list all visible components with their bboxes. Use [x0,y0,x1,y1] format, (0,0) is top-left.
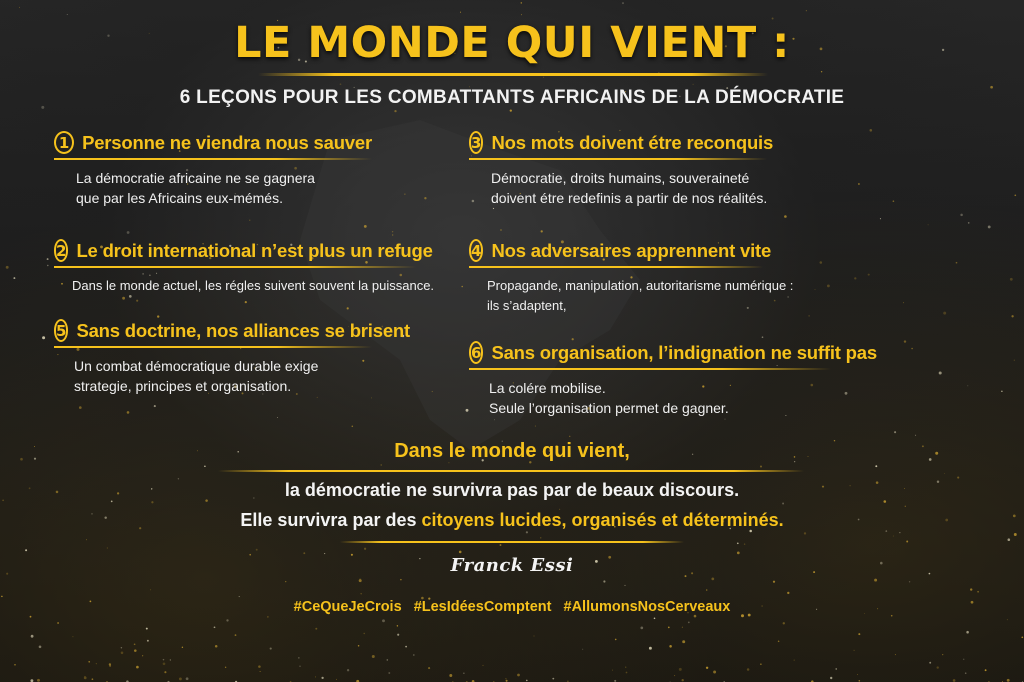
dust-speck [784,215,787,218]
dust-speck [381,464,382,465]
lesson-underline [469,266,763,268]
dust-speck [794,660,795,661]
dust-speck [904,340,906,342]
dust-speck [706,667,708,669]
dust-speck [1007,679,1010,682]
dust-speck [942,654,943,655]
dust-speck [870,129,873,132]
dust-speck [14,664,16,666]
dust-speck [625,585,626,586]
dust-speck [122,297,125,300]
dust-speck [615,639,617,641]
dust-speck [179,677,182,680]
dust-speck [711,578,714,581]
dust-speck [1001,391,1002,392]
dust-speck [466,409,469,412]
dust-speck [937,666,939,668]
dust-speck [744,543,745,544]
number-badge: 5 [54,319,68,342]
dust-speck [857,674,858,675]
page-subtitle: 6 LEÇONS POUR LES COMBATTANTS AFRICAINS DE LA DÉMOCRATIE [179,87,845,108]
dust-speck [970,588,972,590]
dust-speck [494,419,495,420]
dust-speck [449,674,452,677]
dust-speck [270,648,272,650]
dust-speck [400,579,402,581]
dust-speck [960,214,963,217]
dust-speck [500,544,502,546]
dust-speck [874,579,877,582]
dust-speck [845,392,848,395]
dust-speck [858,633,860,635]
dust-speck [815,289,816,290]
lesson-title: Personne ne viendra nous sauver [82,131,372,153]
dust-speck [121,647,122,648]
dust-speck [858,183,860,185]
signature: Franck Essi [450,555,574,576]
dust-speck [909,581,910,582]
lesson-5 [54,319,410,396]
dust-speck [953,679,956,682]
dust-speck [371,397,372,398]
dust-speck [603,580,605,582]
dust-speck [725,419,726,420]
dust-speck [762,336,764,338]
dust-speck [424,197,426,199]
dust-speck [151,501,153,503]
dust-speck [225,667,226,668]
lesson-1 [54,131,372,208]
dust-speck [1014,194,1016,196]
dust-speck [388,672,390,674]
dust-speck [214,626,216,628]
dust-speck [693,84,694,85]
dust-speck [347,307,349,309]
conclusion-line-1: la démocratie ne survivra pas par de beaux discours. [284,480,740,500]
dust-speck [39,645,42,648]
lesson-title: Nos mots doivent étre reconquis [491,131,774,153]
dust-speck [25,549,27,551]
dust-speck [760,664,761,665]
dust-speck [432,391,433,392]
lesson-2 [54,239,435,296]
dust-speck [928,224,929,225]
dust-speck [956,262,958,264]
dust-speck [654,618,656,620]
dust-speck [854,277,856,279]
dust-speck [783,622,785,624]
number-badge: 3 [469,131,483,154]
dust-speck [526,680,528,682]
dust-speck [977,591,979,593]
dust-speck [875,465,877,467]
conclusion-line-2: Elle survivra par des citoyens lucides, organisés et déterminés. [240,510,784,530]
dust-speck [347,669,349,671]
dust-speck [461,286,463,288]
dust-speck [364,548,366,550]
lesson-underline [54,346,372,348]
dust-speck [893,200,895,202]
dust-speck [963,659,964,660]
dust-speck [150,589,151,590]
dust-speck [405,646,407,648]
dust-speck [260,671,261,672]
dust-speck [1007,619,1008,620]
dust-speck [622,2,624,4]
dust-speck [204,465,206,467]
dust-speck [249,220,250,221]
hashtag: #AllumonsNosCerveaux [563,599,731,615]
dust-speck [19,7,20,8]
dust-speck [413,654,415,656]
dust-speck [387,659,389,661]
dust-speck [121,652,124,655]
dust-speck [352,426,354,428]
dust-speck [164,671,166,673]
dust-speck [182,647,183,648]
dust-speck [649,647,652,650]
dust-speck [92,678,94,680]
dust-speck [541,230,543,232]
dust-speck [543,77,544,78]
dust-speck [303,552,305,554]
hashtag: #CeQueJeCrois [293,599,402,615]
dust-speck [682,679,684,681]
dust-speck [47,265,48,266]
conclusion-underline [340,541,684,543]
dust-speck [526,531,528,533]
dust-speck [317,397,318,398]
dust-speck [1011,315,1013,317]
lesson-6 [469,341,877,418]
dust-speck [905,506,906,507]
dust-speck [382,619,385,622]
dust-speck [966,631,969,634]
dust-speck [821,71,822,72]
dust-speck [359,579,362,582]
dust-speck [109,665,111,667]
dust-speck [640,627,643,630]
dust-speck [397,625,398,626]
dust-speck [258,665,261,668]
dust-speck [533,635,534,636]
number-badge: 6 [469,341,483,364]
dust-speck [127,411,130,414]
dust-speck [127,231,130,234]
lesson-title: Le droit international n’est plus un refuge [76,239,433,261]
dust-speck [1,596,3,598]
dust-speck [170,659,171,660]
number-badge: 4 [469,239,483,262]
dust-speck [336,679,337,680]
dust-speck [988,225,991,228]
dust-speck [830,677,832,679]
dust-speck [778,641,780,643]
dust-speck [321,677,323,679]
dust-speck [483,665,484,666]
dust-speck [773,581,775,583]
dust-speck [569,436,570,437]
lesson-underline [469,368,831,370]
dust-speck [674,675,675,676]
lesson-title: Sans organisation, l’indignation ne suffit pas [491,341,877,363]
dust-speck [859,680,861,682]
hashtags [0,599,1024,615]
lesson-underline [54,158,372,160]
dust-speck [694,615,697,618]
lesson-text: Propagande, manipulation, autoritarisme numérique : ils s’adaptent, [487,278,794,313]
dust-speck [298,657,299,658]
dust-speck [929,662,931,664]
dust-speck [521,14,522,15]
dust-speck [835,668,836,669]
dust-speck [315,628,317,630]
dust-speck [142,655,143,656]
dust-speck [868,274,870,276]
dust-speck [965,672,967,674]
dust-speck [679,668,682,671]
dust-speck [6,266,9,269]
dust-speck [88,661,90,663]
hashtag: #LesIdéesComptent [413,599,552,615]
dust-speck [891,615,893,617]
dust-speck [340,83,342,85]
dust-speck [215,645,218,648]
dust-speck [787,592,789,594]
dust-speck [147,640,149,642]
lesson-underline [469,158,767,160]
dust-speck [899,532,900,533]
conclusion-divider [218,470,804,472]
dust-speck [911,348,913,350]
title-underline [258,73,768,76]
dust-speck [626,672,628,674]
dust-speck [895,654,896,655]
number-badge: 1 [54,131,74,154]
dust-speck [30,616,32,618]
dust-speck [957,477,959,479]
dust-speck [285,581,286,582]
lesson-underline [54,266,416,268]
conclusion-highlight: citoyens lucides, organisés et déterminés. [421,510,784,530]
lesson-text: Démocratie, droits humains, souveraineté doivent étre redefinis a partir de nos réalités. [491,170,768,206]
dust-speck [688,622,690,624]
dust-speck [96,663,97,664]
dust-speck [226,619,228,621]
dust-speck [157,315,159,317]
dust-speck [463,673,464,674]
dust-speck [134,643,136,645]
dust-speck [582,649,583,650]
dust-speck [880,218,881,219]
dust-speck [163,663,166,666]
dust-speck [903,302,904,303]
dust-speck [572,338,574,340]
dust-speck [682,627,683,628]
dust-speck [364,225,367,228]
dust-speck [894,431,896,433]
lesson-text: Un combat démocratique durable exige strategie, principes et organisation. [74,358,319,394]
conclusion-heading: Dans le monde qui vient, [394,440,630,462]
lesson-title: Sans doctrine, nos alliances se brisent [76,319,410,341]
dust-speck [782,503,784,505]
dust-speck [136,300,138,302]
dust-speck [737,552,740,555]
dust-speck [968,222,970,224]
dust-speck [134,649,137,652]
dust-speck [505,678,506,679]
dust-speck [299,666,300,667]
lesson-3 [469,131,774,208]
dust-speck [361,593,362,594]
dust-speck [324,553,325,554]
dust-speck [1008,538,1011,541]
dust-speck [67,14,68,15]
dust-speck [521,2,523,4]
dust-speck [944,473,945,474]
number-badge: 2 [54,239,68,262]
dust-speck [535,426,536,427]
dust-speck [186,677,189,680]
dust-speck [915,435,916,436]
dust-speck [827,284,830,287]
dust-speck [459,551,462,554]
dust-speck [493,208,494,209]
dust-speck [372,655,375,658]
dust-speck [136,666,139,669]
dust-speck [939,372,942,375]
dust-speck [146,628,148,630]
dust-speck [235,634,237,636]
dust-speck [612,670,613,671]
dust-speck [460,12,461,13]
dust-speck [943,312,946,315]
dust-speck [397,634,399,636]
page-title: LE MONDE QUI VIENT : [234,18,790,68]
dust-speck [906,541,908,543]
dust-speck [37,679,40,682]
dust-speck [625,667,626,668]
dust-speck [245,301,247,303]
dust-speck [500,229,502,231]
lesson-4 [469,239,794,316]
dust-speck [428,667,430,669]
dust-speck [277,417,278,418]
dust-speck [669,645,672,648]
lesson-text: Dans le monde actuel, les régles suivent souvent la puissance. [72,278,435,293]
dust-speck [760,466,762,468]
dust-speck [72,636,73,637]
lesson-text: La démocratie africaine ne se gagnera que par les Africains eux-mémés. [76,170,315,206]
dust-speck [737,542,739,544]
dust-speck [893,536,894,537]
dust-speck [774,300,776,302]
dust-speck [552,678,554,680]
dust-speck [363,633,364,634]
dust-speck [256,549,258,551]
dust-speck [163,659,165,661]
dust-speck [47,258,49,260]
dust-speck [404,194,405,195]
dust-speck [239,596,240,597]
dust-speck [510,109,512,111]
dust-speck [706,589,708,591]
dust-speck [682,640,685,643]
dust-speck [967,385,968,386]
lesson-title: Nos adversaires apprennent vite [491,239,772,261]
dust-speck [787,296,788,297]
dust-speck [854,650,855,651]
dust-speck [806,10,807,11]
dust-speck [84,677,87,680]
dust-speck [358,645,360,647]
dust-speck [1010,278,1013,281]
dust-speck [31,635,34,638]
dust-speck [808,315,809,316]
dust-speck [1014,360,1015,361]
dust-speck [267,616,268,617]
dust-speck [1021,636,1023,638]
dust-speck [1014,533,1017,536]
lesson-text: La colére mobilise. Seule l’organisation permet de gagner. [489,380,729,416]
dust-speck [13,277,15,279]
dust-speck [517,674,520,677]
dust-speck [394,110,396,112]
dust-speck [713,671,716,674]
dust-speck [985,669,987,671]
dust-speck [107,547,108,548]
dust-speck [154,405,156,407]
dust-speck [42,336,45,339]
dust-speck [86,539,87,540]
dust-speck [392,234,393,235]
dust-speck [668,627,670,629]
dust-speck [540,537,541,538]
dust-speck [392,231,393,232]
dust-speck [79,406,82,409]
dust-speck [315,676,316,677]
dust-speck [820,261,823,264]
dust-speck [804,532,806,534]
dust-speck [57,622,59,624]
dust-speck [747,668,750,671]
